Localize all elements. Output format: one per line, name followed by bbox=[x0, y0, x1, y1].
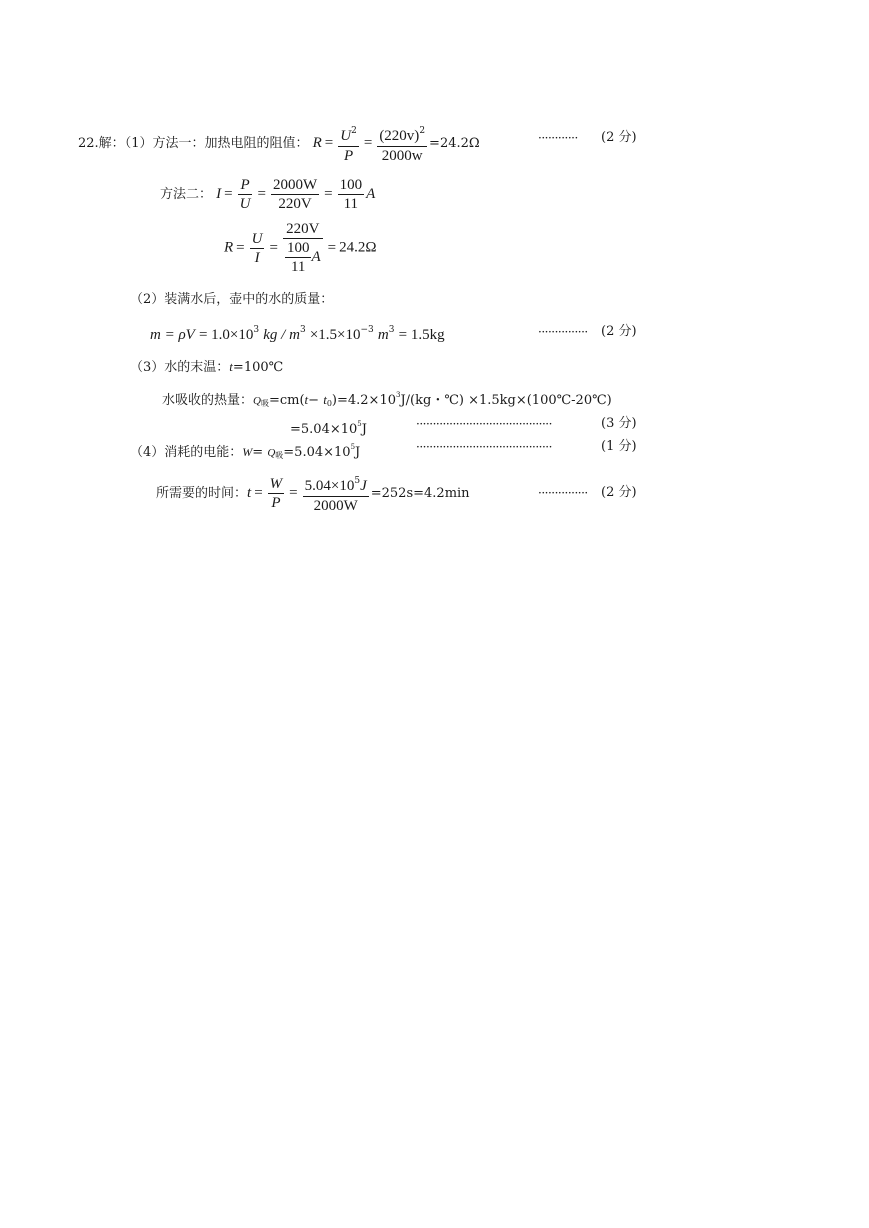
part1-score: (2 分) bbox=[601, 130, 637, 145]
part2-score: (2 分) bbox=[601, 324, 637, 339]
method2-label: 方法二： bbox=[160, 187, 213, 202]
part1-tag: （1） bbox=[124, 136, 153, 151]
method1-label: 方法一：加热电阻的阻值： bbox=[152, 136, 309, 151]
part1-method1-line: 22.解：（1）方法一：加热电阻的阻值： R = $\frac{U^2}{P}$ = $\frac{(220v)^2}{2000w}$ =24.2Ω bbox=[78, 122, 480, 165]
part3-line3: $=5.04\times 10^5J$ bbox=[290, 420, 367, 437]
part1-method2-line1: 方法二： I = $\frac{P}{U}$ = $\frac{2000W}{220V}$ = $\frac{100}{11}$ A bbox=[160, 177, 376, 212]
part3-dots: ········································· bbox=[416, 417, 552, 431]
part3-score: (3 分) bbox=[601, 416, 637, 431]
part3-line2: 水吸收的热量：$Q_吸=cm(t- t_0)=4.2\times 10^3J/(kg$・℃) ×1.5kg×(100℃-20℃) bbox=[162, 391, 612, 408]
part2-formula: $m = \rho V = 1.0\times 10^3$ kg / $m^3 \times 1.5\times 10^{-3}$ $m^3 = 1.5kg$ bbox=[150, 325, 445, 343]
part4-time-score: (2 分) bbox=[601, 485, 637, 500]
part3-line1: （3）水的末温：t=100℃ bbox=[130, 359, 284, 375]
part4-time-dots: ··············· bbox=[538, 486, 588, 500]
part4-score: (1 分) bbox=[601, 439, 637, 454]
question-number: 22.解： bbox=[78, 136, 125, 151]
part1-method2-line2: R = $\frac{U}{I}$ = 220V $\frac{100}{11}$ A = 24.2Ω bbox=[224, 221, 377, 275]
part4-time-line: 所需要的时间：t = $\frac{W}{P}$ = $\frac{5.04\times 10^5J}{2000W}$ =252s=4.2min bbox=[156, 472, 470, 515]
part4-line1: （4）消耗的电能：$W= Q_吸=5.04\times 10^5J$ bbox=[130, 443, 361, 460]
part4-dots: ········································· bbox=[416, 440, 552, 454]
method1-fraction-U2-P: $\frac{U^2}{P}$ bbox=[338, 122, 359, 165]
part1-dots: ············ bbox=[538, 131, 578, 145]
part2-dots: ··············· bbox=[538, 325, 588, 339]
method1-R: R bbox=[312, 135, 322, 151]
method1-result: =24.2Ω bbox=[429, 136, 480, 151]
part2-line1: （2）装满水后，壶中的水的质量： bbox=[130, 292, 334, 307]
method1-fraction-values: $\frac{(220v)^2}{2000w}$ bbox=[377, 122, 427, 165]
